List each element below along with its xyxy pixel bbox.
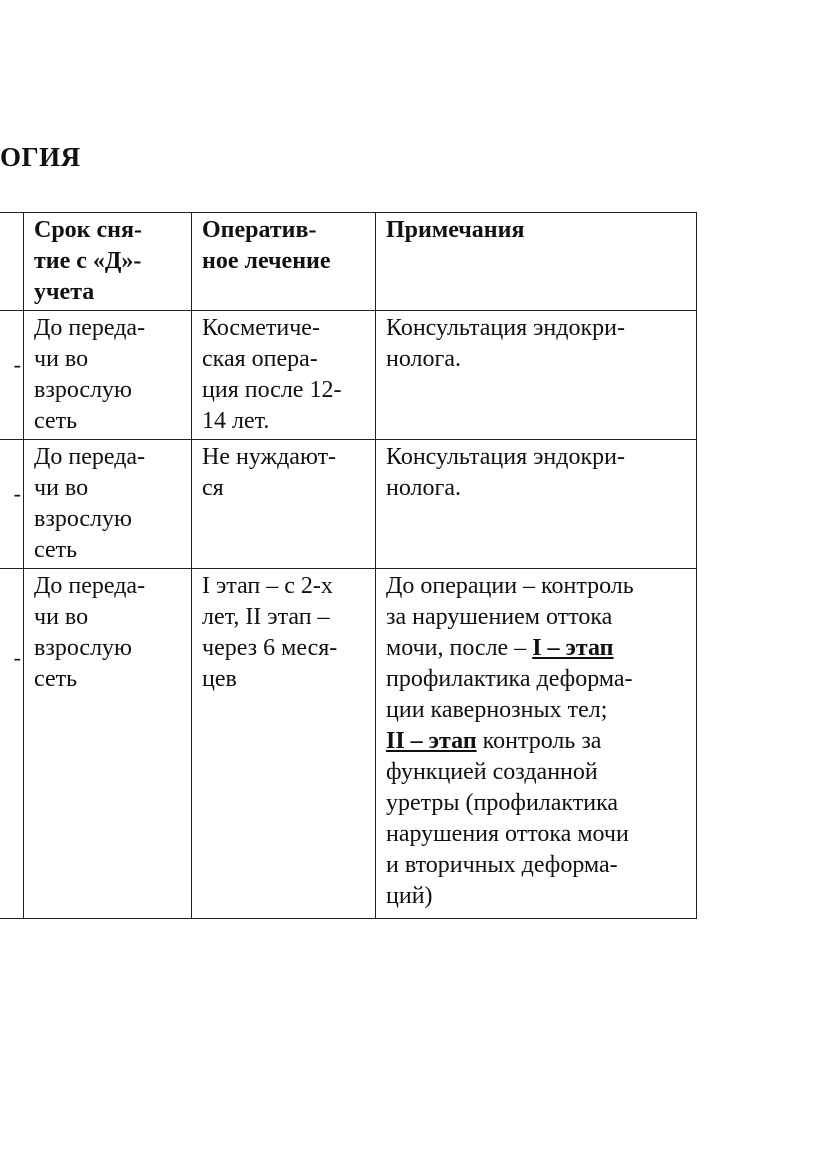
table-row [0,311,697,440]
header-surgery: Оператив- ное лечение [192,213,376,311]
stage2-emphasis: II – этап [386,728,477,754]
table-row [0,440,697,569]
stage1-emphasis: I – этап [532,635,614,661]
header-term: Срок сня- тие с «Д»- учета [24,213,192,311]
table-row [0,569,697,919]
header-notes: Примечания [376,213,697,311]
cut-column-cell: - [0,440,24,569]
cell-surgery: Косметиче- ская опера- ция после 12- 14 лет. [192,311,376,440]
cut-column-header [0,213,24,311]
section-heading: ОГИЯ [0,142,81,172]
notes-line-stage1: мочи, после – I – этап [386,635,614,661]
cell-notes: Консультация эндокри- нолога. [376,311,697,440]
header-row [0,213,697,311]
cell-surgery: Не нуждают- ся [192,440,376,569]
cell-notes: Консультация эндокри- нолога. [376,440,697,569]
cell-notes: До операции – контроль за нарушением оттока мочи, после – I – этап профилактика деформа- ции кавернозных тел; II – этап контроль за функцией созданной уретры (профилактика нарушения оттока мочи и вторичных деформа- ций) [376,569,697,919]
cell-term: До переда- чи во взрослую сеть [24,440,192,569]
notes-line-stage2: II – этап контроль за [386,728,602,754]
cell-term: До переда- чи во взрослую сеть [24,311,192,440]
dispensary-table [0,212,697,919]
cell-surgery: I этап – с 2-х лет, II этап – через 6 меся- цев [192,569,376,919]
cut-column-cell: - [0,311,24,440]
cell-term: До переда- чи во взрослую сеть [24,569,192,919]
cut-column-cell: - [0,569,24,919]
